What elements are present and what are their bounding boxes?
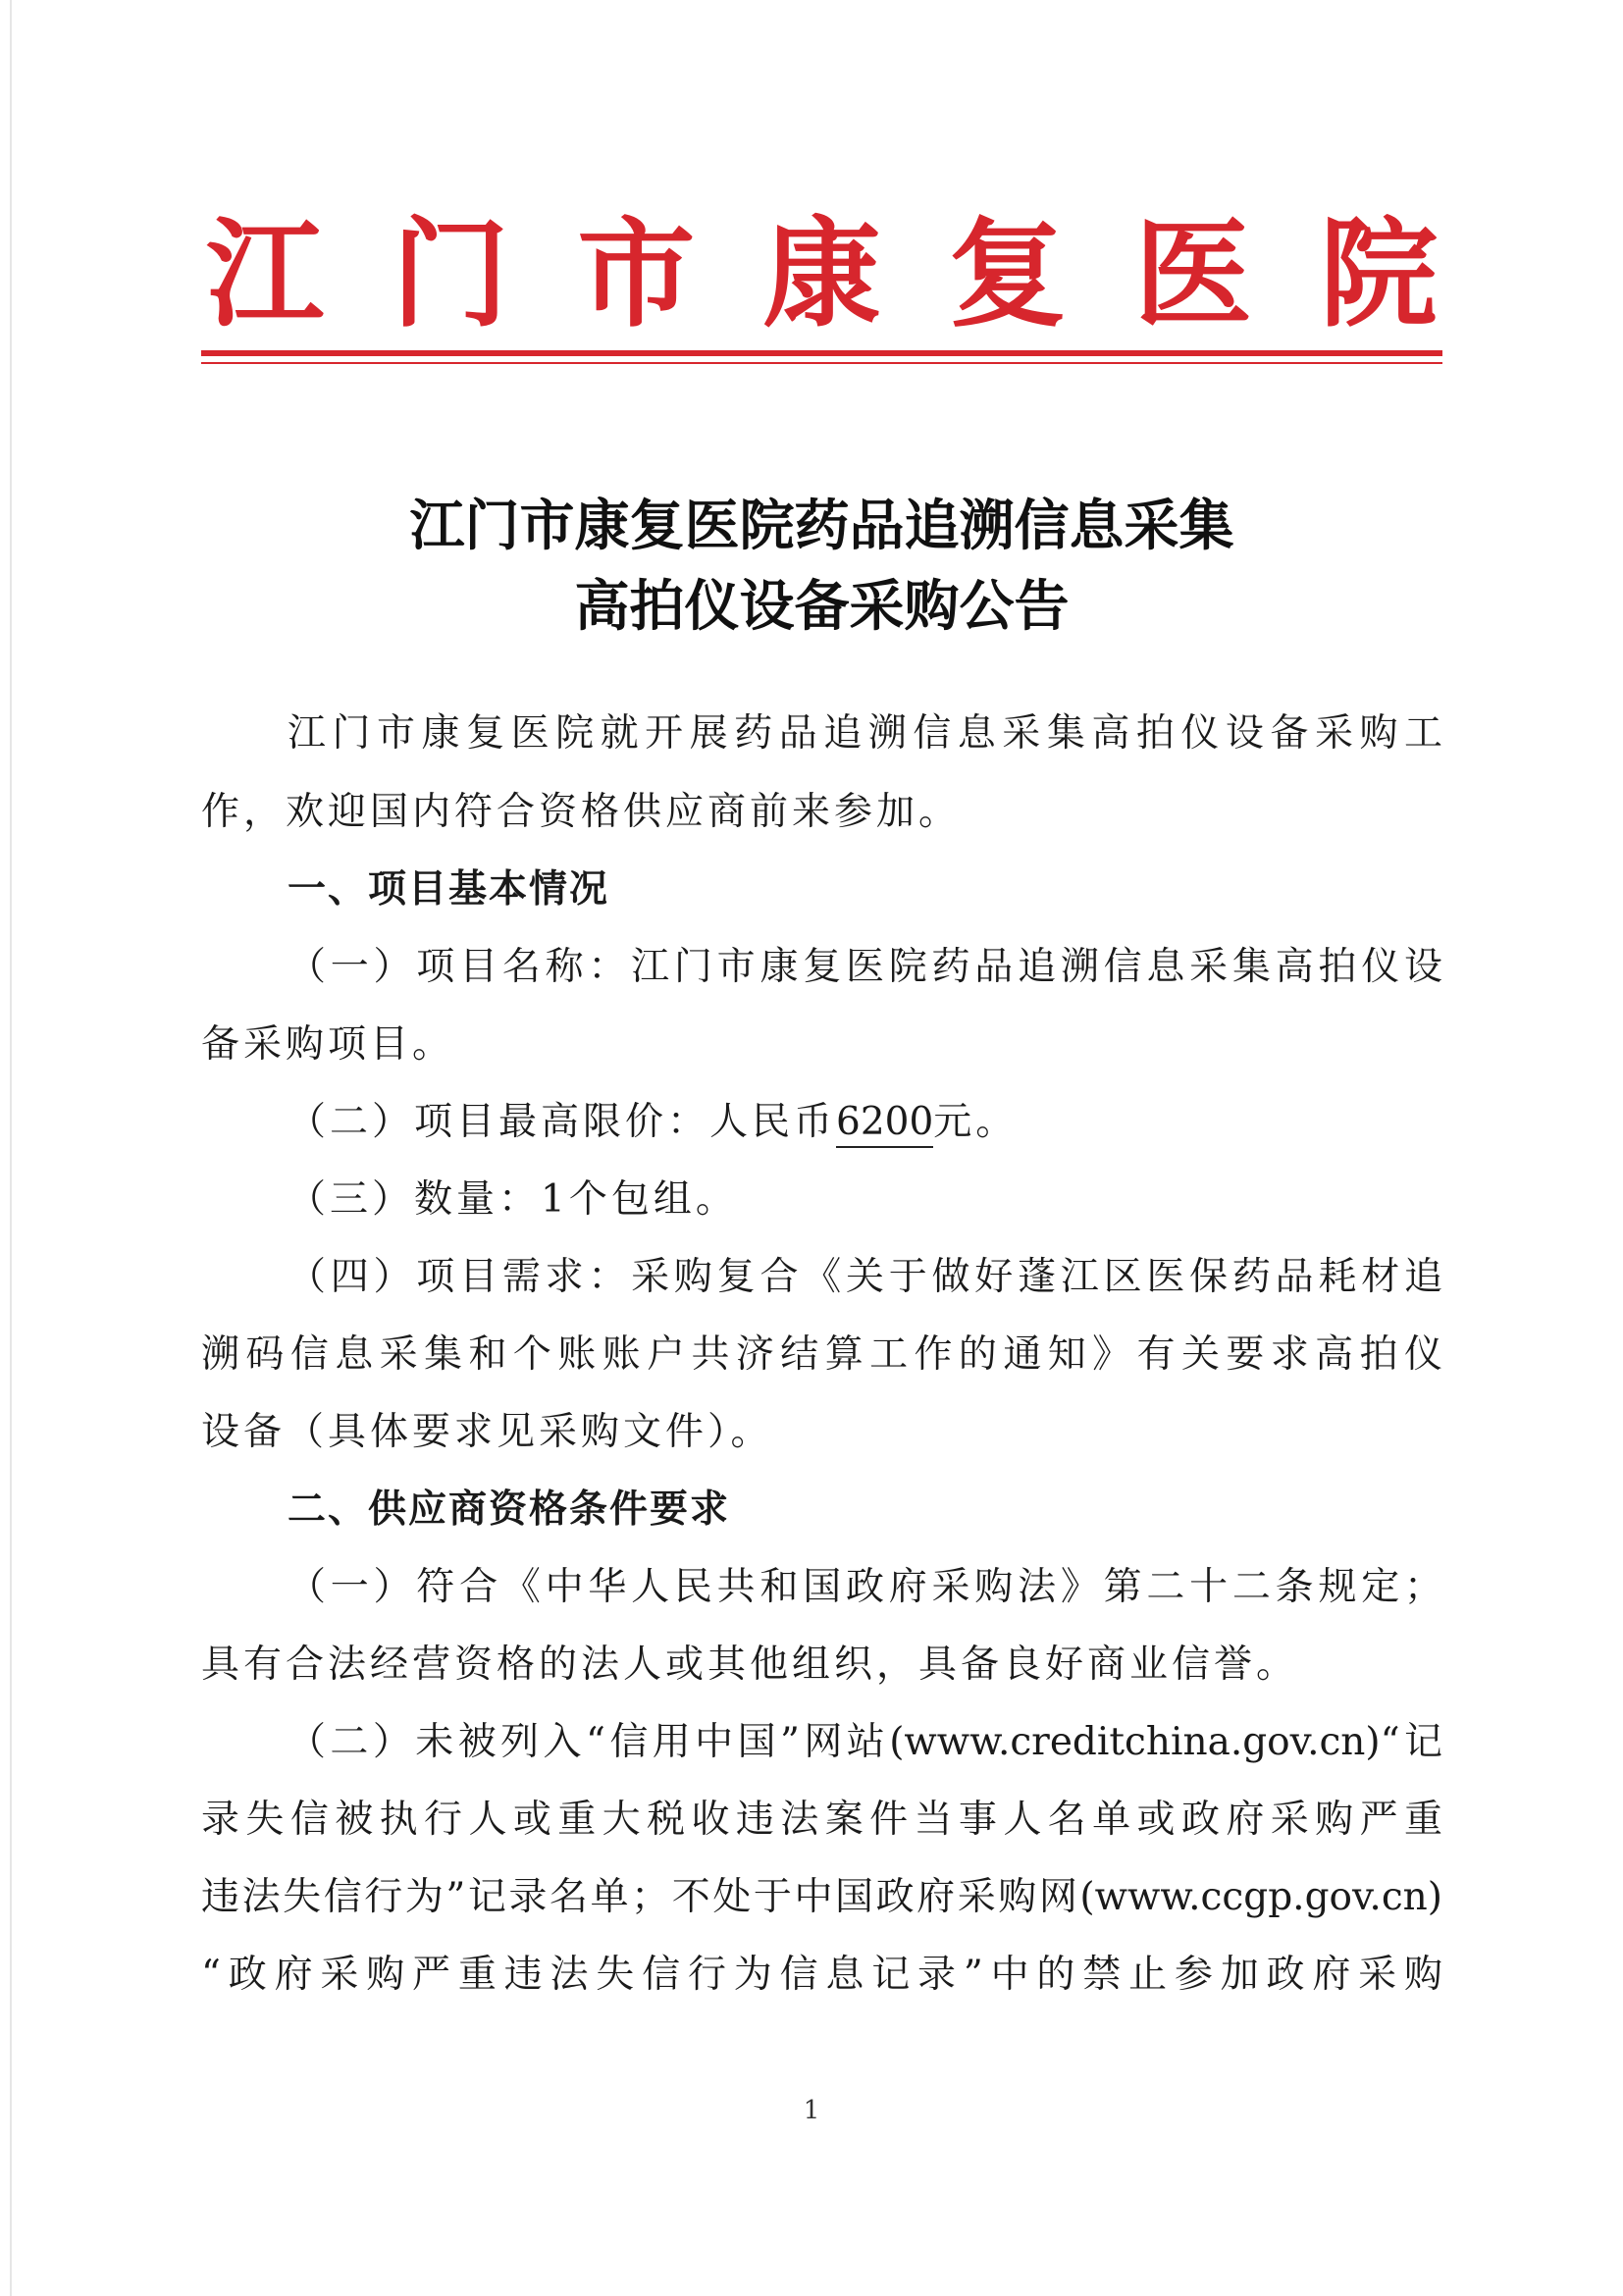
letterhead-char: 康 <box>762 205 881 343</box>
section-2-item-2-line-1: （二）未被列入“信用中国”网站(www.creditchina.gov.cn)“记 <box>288 1720 1442 1764</box>
section-2-item-2-line-4: “政府采购严重违法失信行为信息记录”中的禁止参加政府采购 <box>201 1953 1442 1997</box>
price-label: （二）项目最高限价：人民币 <box>288 1100 837 1144</box>
section-1-heading: 一、项目基本情况 <box>288 867 610 912</box>
intro-line-1: 江门市康复医院就开展药品追溯信息采集高拍仪设备采购工 <box>288 711 1442 756</box>
page-number: 1 <box>803 2096 820 2125</box>
letterhead-rule-thick <box>201 350 1442 356</box>
letterhead-char: 市 <box>577 205 696 343</box>
price-amount: 6200 <box>836 1100 933 1148</box>
section-2-item-1-line-2: 具有合法经营资格的法人或其他组织，具备良好商业信誉。 <box>201 1643 1299 1687</box>
document-title-line-2: 高拍仪设备采购公告 <box>574 574 1070 639</box>
section-2-item-2-line-3: 违法失信行为”记录名单；不处于中国政府采购网(www.ccgp.gov.cn) <box>201 1875 1442 1919</box>
letterhead-char: 复 <box>948 205 1067 343</box>
section-1-item-1-line-2: 备采购项目。 <box>201 1022 455 1067</box>
section-1-item-4-line-2: 溯码信息采集和个账账户共济结算工作的通知》有关要求高拍仪 <box>201 1332 1442 1377</box>
letterhead-char: 医 <box>1133 205 1252 343</box>
scan-edge-line <box>10 0 12 2296</box>
section-2-item-2-line-2: 录失信被执行人或重大税收违法案件当事人名单或政府采购严重 <box>201 1798 1442 1842</box>
price-unit: 元。 <box>933 1100 1019 1144</box>
letterhead-hospital-name <box>201 201 1442 348</box>
letterhead-char: 江 <box>206 205 324 343</box>
document-title-line-1: 江门市康复医院药品追溯信息采集 <box>409 494 1234 558</box>
section-2-heading: 二、供应商资格条件要求 <box>288 1487 731 1532</box>
section-2-item-1-line-1: （一）符合《中华人民共和国政府采购法》第二十二条规定； <box>288 1565 1442 1609</box>
letterhead-char: 院 <box>1319 205 1438 343</box>
letterhead-rule-thin <box>201 362 1442 364</box>
section-1-item-1-line-1: （一）项目名称：江门市康复医院药品追溯信息采集高拍仪设 <box>288 945 1442 989</box>
intro-line-2: 作，欢迎国内符合资格供应商前来参加。 <box>201 790 962 834</box>
section-1-item-3: （三）数量：1个包组。 <box>288 1177 738 1222</box>
letterhead-char: 门 <box>392 205 510 343</box>
section-1-item-4-line-1: （四）项目需求：采购复合《关于做好蓬江区医保药品耗材追 <box>288 1255 1442 1299</box>
section-1-item-4-line-3: 设备（具体要求见采购文件）。 <box>201 1410 773 1454</box>
section-1-item-2 <box>288 1100 1442 1144</box>
